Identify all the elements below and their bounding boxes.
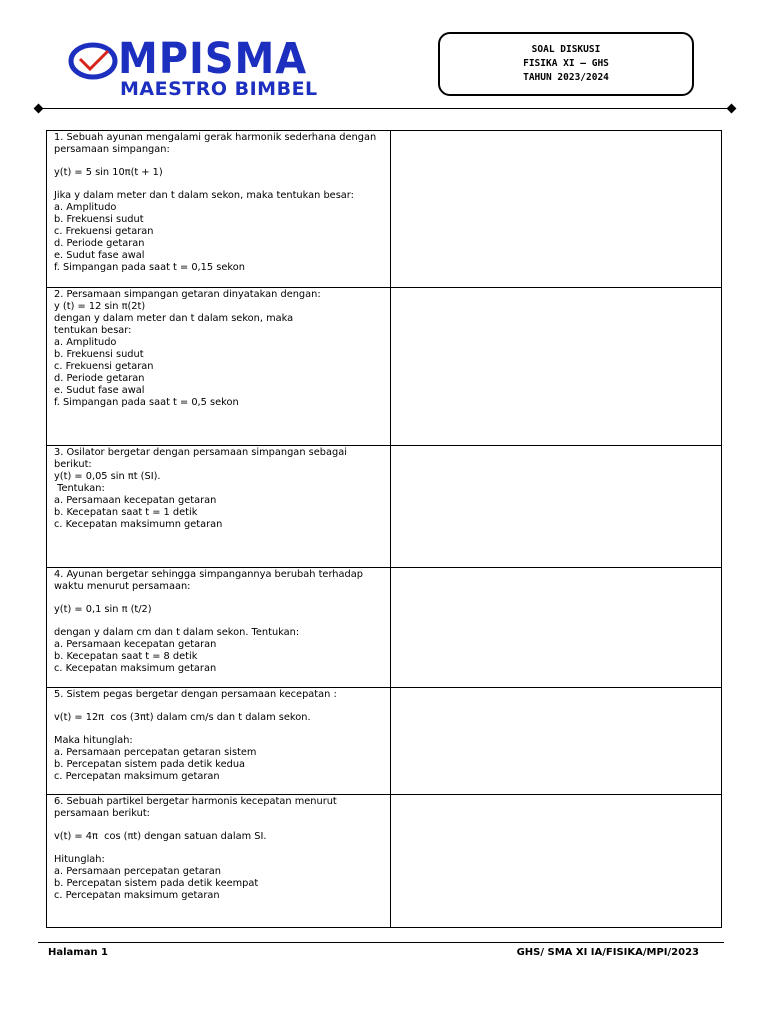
question-line: b. Percepatan sistem pada detik keempat xyxy=(54,878,259,889)
question-row xyxy=(47,288,722,446)
question-cell xyxy=(47,688,391,795)
question-line: a. Amplitudo xyxy=(54,202,117,213)
question-line xyxy=(54,179,384,190)
question-line: c. Percepatan maksimum getaran xyxy=(54,890,220,901)
header-box xyxy=(438,32,694,96)
question-line: c. Percepatan maksimum getaran xyxy=(54,771,220,782)
question-line: e. Sudut fase awal xyxy=(54,385,145,396)
question-line: y (t) = 12 sin π(2t) xyxy=(54,301,146,312)
question-line xyxy=(54,701,384,712)
question-cell xyxy=(47,568,391,688)
question-line: f. Simpangan pada saat t = 0,15 sekon xyxy=(54,262,245,273)
question-line: persamaan berikut: xyxy=(54,808,150,819)
question-line: dengan y dalam cm dan t dalam sekon. Tentukan: xyxy=(54,627,300,638)
answer-cell[interactable] xyxy=(391,568,722,688)
question-line: b. Kecepatan saat t = 8 detik xyxy=(54,651,198,662)
question-cell xyxy=(47,446,391,568)
question-line: a. Persamaan kecepatan getaran xyxy=(54,639,217,650)
rule-right-diamond-icon xyxy=(727,103,737,113)
question-line: 3. Osilator bergetar dengan persamaan simpangan sebagai xyxy=(54,447,347,458)
question-row xyxy=(47,131,722,288)
question-line: tentukan besar: xyxy=(54,325,132,336)
question-row xyxy=(47,568,722,688)
logo-title: MPISMA xyxy=(118,34,308,84)
question-line xyxy=(54,843,384,854)
question-line: y(t) = 0,1 sin π (t/2) xyxy=(54,604,152,615)
answer-cell[interactable] xyxy=(391,688,722,795)
question-row xyxy=(47,688,722,795)
question-line: 5. Sistem pegas bergetar dengan persamaan kecepatan : xyxy=(54,689,337,700)
question-line: d. Periode getaran xyxy=(54,238,145,249)
question-line: c. Kecepatan maksimumn getaran xyxy=(54,519,223,530)
header-rule xyxy=(38,108,732,109)
question-cell xyxy=(47,131,391,288)
footer-page-number: Halaman 1 xyxy=(48,947,109,958)
answer-cell[interactable] xyxy=(391,131,722,288)
question-line: e. Sudut fase awal xyxy=(54,250,145,261)
question-cell xyxy=(47,795,391,928)
question-line: b. Frekuensi sudut xyxy=(54,214,144,225)
answer-cell[interactable] xyxy=(391,446,722,568)
question-row xyxy=(47,795,722,928)
question-line xyxy=(54,820,384,831)
question-line xyxy=(54,724,384,735)
footer-rule xyxy=(38,942,724,943)
question-line: v(t) = 4π cos (πt) dengan satuan dalam SI. xyxy=(54,831,267,842)
header-line-2: FISIKA XI – GHS xyxy=(523,58,609,69)
question-table xyxy=(46,130,722,928)
question-line: y(t) = 5 sin 10π(t + 1) xyxy=(54,167,163,178)
question-line: c. Kecepatan maksimum getaran xyxy=(54,663,217,674)
question-line: Jika y dalam meter dan t dalam sekon, maka tentukan besar: xyxy=(54,190,354,201)
question-line: y(t) = 0,05 sin πt (SI). xyxy=(54,471,161,482)
question-line xyxy=(54,593,384,604)
question-line: persamaan simpangan: xyxy=(54,144,170,155)
answer-cell[interactable] xyxy=(391,795,722,928)
question-line: Maka hitunglah: xyxy=(54,735,133,746)
question-line xyxy=(54,616,384,627)
question-line: a. Persamaan kecepatan getaran xyxy=(54,495,217,506)
logo-mark-icon xyxy=(68,42,120,80)
question-line: dengan y dalam meter dan t dalam sekon, maka xyxy=(54,313,294,324)
question-cell xyxy=(47,288,391,446)
answer-cell[interactable] xyxy=(391,288,722,446)
question-line: 4. Ayunan bergetar sehingga simpangannya berubah terhadap xyxy=(54,569,363,580)
question-line: 1. Sebuah ayunan mengalami gerak harmonik sederhana dengan xyxy=(54,132,377,143)
rule-left-diamond-icon xyxy=(34,103,44,113)
header-line-1: SOAL DISKUSI xyxy=(531,44,601,55)
question-line: c. Frekuensi getaran xyxy=(54,361,154,372)
question-line: b. Percepatan sistem pada detik kedua xyxy=(54,759,246,770)
question-line: c. Frekuensi getaran xyxy=(54,226,154,237)
question-line: 6. Sebuah partikel bergetar harmonis kecepatan menurut xyxy=(54,796,337,807)
question-line: d. Periode getaran xyxy=(54,373,145,384)
question-row xyxy=(47,446,722,568)
question-line: berikut: xyxy=(54,459,92,470)
header-line-3: TAHUN 2023/2024 xyxy=(523,72,609,83)
question-line: a. Persamaan percepatan getaran sistem xyxy=(54,747,257,758)
question-line: b. Frekuensi sudut xyxy=(54,349,144,360)
question-line: a. Persamaan percepatan getaran xyxy=(54,866,222,877)
question-line xyxy=(54,156,384,167)
question-line: Tentukan: xyxy=(54,483,105,494)
footer-code: GHS/ SMA XI IA/FISIKA/MPI/2023 xyxy=(516,947,699,958)
question-line: b. Kecepatan saat t = 1 detik xyxy=(54,507,198,518)
question-line: f. Simpangan pada saat t = 0,5 sekon xyxy=(54,397,239,408)
question-line: Hitunglah: xyxy=(54,854,105,865)
question-line: 2. Persamaan simpangan getaran dinyatakan dengan: xyxy=(54,289,321,300)
logo-subtitle: MAESTRO BIMBEL xyxy=(120,78,318,100)
logo xyxy=(68,36,318,102)
question-line: v(t) = 12π cos (3πt) dalam cm/s dan t dalam sekon. xyxy=(54,712,311,723)
question-line: waktu menurut persamaan: xyxy=(54,581,191,592)
question-line: a. Amplitudo xyxy=(54,337,117,348)
